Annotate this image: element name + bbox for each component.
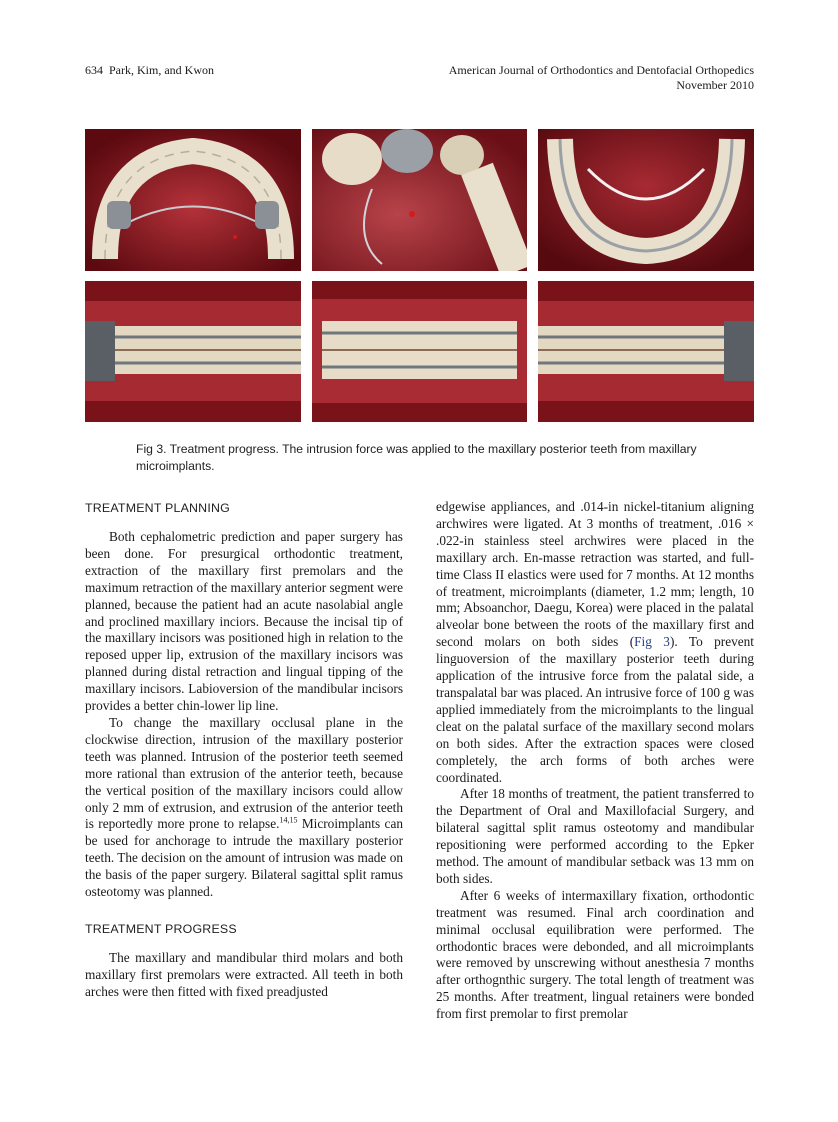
planning-paragraph-1: Both cephalometric prediction and paper surgery has been done. For presurgical orthodontic treatment, extraction of the maxillary first premolars and the maximum retraction of the maxillary anterior segment were planned, because the patient had an acute nasolabial angle and proclined maxillary inciors. Because the incisal tip of the maxillary incisors was positioned high in relation to the reposed upper lip, extrusion of the maxillary incisors was planned during distal retraction and lingual tipping of the maxillary incisors. Labioversion of the mandibular incisors provides a better chin-lower lip line.: [85, 529, 403, 714]
photo-right-buccal: [85, 281, 301, 422]
progress-paragraph-2: After 18 months of treatment, the patient transferred to the Department of Oral and Maxillofacial Surgery, and bilateral sagittal split ramus osteotomy and mandibular repositioning were performed according to the Epker method. The amount of mandibular setback was 13 mm on both sides.: [436, 786, 754, 886]
progress-paragraph-1: The maxillary and mandibular third molars and both maxillary first premolars were extracted. All teeth in both arches were then fitted with fixed preadjusted: [85, 949, 403, 999]
figure-3: [85, 129, 754, 422]
planning-paragraph-2-text: To change the maxillary occlusal plane in the clockwise direction, intrusion of the maxillary posterior teeth was planned. Intrusion of the posterior teeth seemed more rational than extrusion of the anterior teeth, because the vertical position of the maxillary incisors could allow only 2 mm of extrusion, and extrusion of the anterior teeth is reportedly more prone to relapse.: [85, 714, 403, 832]
progress-paragraph-1-cont: [436, 499, 754, 786]
issue-date: November 2010: [676, 78, 754, 92]
right-paragraph-1-text: edgewise appliances, and .014-in nickel-titanium aligning archwires were ligated. At 3 months of treatment, .016 × .022-in stainless steel archwires were placed in the maxillary arch. En-masse retraction was started, and full-time Class II elastics were used for 7 months. At 12 months of treatment, microimplants (diameter, 1.2 mm; length, 10 mm; Absoanchor, Daegu, Korea) were placed in the palatal alveolar bone between the roots of the maxillary first and second molars on both sides (: [436, 499, 754, 650]
photo-frontal: [312, 281, 527, 422]
photo-microimplant-closeup: [312, 129, 527, 271]
progress-paragraph-3: After 6 weeks of intermaxillary fixation, orthodontic treatment was resumed. Final arch coordination and minimal occlusal equilibration were performed. The orthodontic braces were debonded, and all microimplants were removed by unscrewing without anesthesia 7 months after orthognthic surgery. The total length of treatment was 25 months. After treatment, lingual retainers were bonded from first premolar to first premolar: [436, 887, 754, 1022]
heading-treatment-planning: TREATMENT PLANNING: [85, 501, 230, 515]
right-paragraph-1-cont: ). To prevent linguoversion of the maxillary posterior teeth during application of the intrusive force from the palatal side, a transpalatal bar was placed. An intrusive force of 100 g was applied immediately from the microimplants to the lingual cleat on the palatal surface of the maxillary second molars on both sides. After the extraction spaces were closed completely, the arch forms of both arches were coordinated.: [436, 634, 755, 785]
photo-left-buccal: [538, 281, 754, 422]
page-number-authors: 634 Park, Kim, and Kwon: [85, 63, 214, 77]
planning-paragraph-2: [85, 715, 403, 901]
right-column: [436, 499, 754, 1023]
photo-mandibular-occlusal: [538, 129, 754, 271]
planning-paragraph-2-cont: Microimplants can be used for anchorage to intrude the maxillary posterior teeth. The decision on the amount of intrusion was made on the basis of the paper surgery. Bilateral sagittal split ramus osteotomy was planned.: [85, 816, 403, 900]
figure-caption: Fig 3. Treatment progress. The intrusion force was applied to the maxillary posterior teeth from maxillary microimplants.: [136, 442, 697, 473]
journal-info: [449, 63, 754, 93]
left-column: [85, 500, 403, 1001]
photo-maxillary-occlusal: [85, 129, 301, 271]
figure-3-link[interactable]: Fig 3: [634, 634, 670, 650]
reference-superscript[interactable]: 14,15: [279, 815, 298, 825]
heading-treatment-progress: TREATMENT PROGRESS: [85, 921, 237, 936]
journal-title: American Journal of Orthodontics and Dentofacial Orthopedics: [448, 63, 754, 77]
